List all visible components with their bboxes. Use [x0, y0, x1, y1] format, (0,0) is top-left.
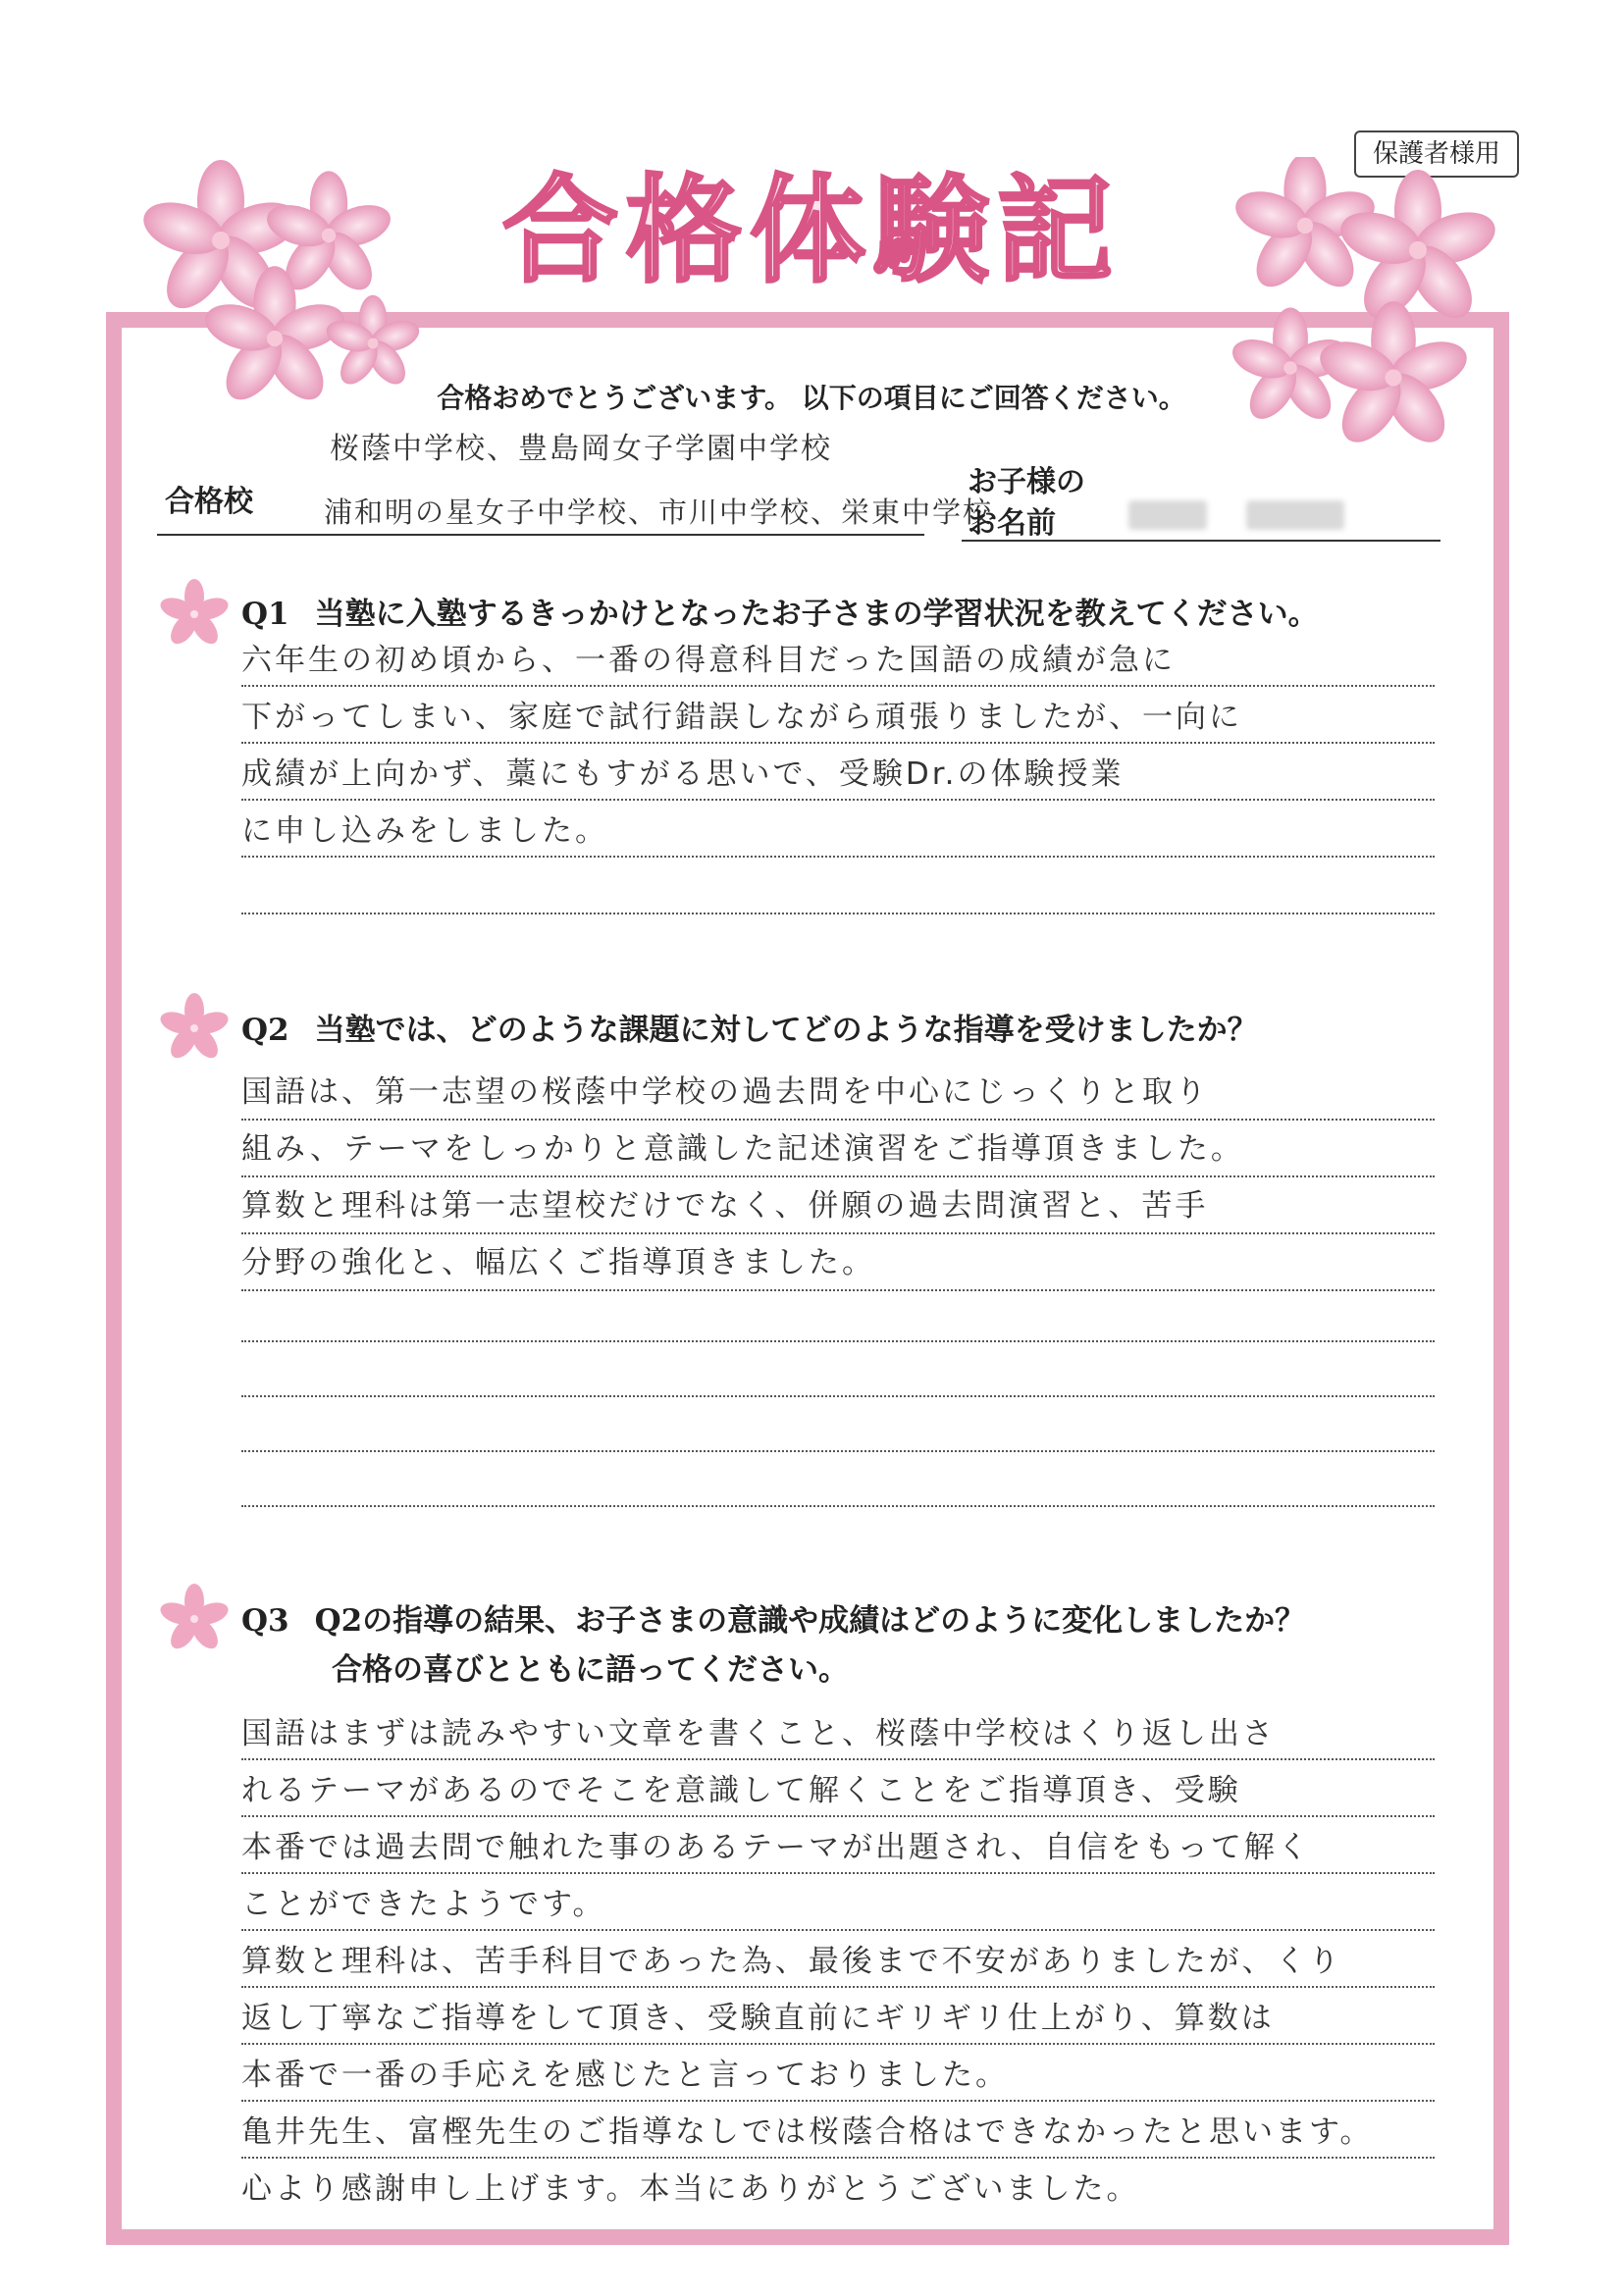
- q3-ruled-line: [241, 1815, 1435, 1817]
- q2-number: Q2: [241, 1013, 289, 1048]
- q1-number: Q1: [241, 597, 289, 632]
- q3-ruled-line: [241, 2043, 1435, 2045]
- q1-answer-line: 成績が上向かず、藁にもすがる思いで、受験Dr.の体験授業: [241, 757, 1125, 792]
- q2-answer: [241, 1070, 1429, 1297]
- q3-number: Q3: [241, 1603, 289, 1639]
- q2-answer-line: 算数と理科は第一志望校だけでなく、併願の過去問演習と、苦手: [241, 1188, 1209, 1224]
- child-name-label-2: お名前: [968, 506, 1056, 541]
- intro-instruction: 合格おめでとうございます。 以下の項目にご回答ください。: [437, 382, 1186, 414]
- q1-answer-line: 六年生の初め頃から、一番の得意科目だった国語の成績が急に: [241, 643, 1176, 678]
- q1-question: 当塾に入塾するきっかけとなったお子さまの学習状況を教えてください。: [314, 597, 1319, 632]
- q2-ruled-line: [241, 1450, 1435, 1452]
- school-label: 合格校: [165, 485, 253, 519]
- q3-answer-line: 心より感謝申し上げます。本当にありがとうございました。: [241, 2171, 1140, 2207]
- school-line-1: 桜蔭中学校、豊島岡女子学園中学校: [330, 432, 832, 466]
- q3-answer-line: 算数と理科は、苦手科目であった為、最後まで不安がありましたが、くり: [241, 1944, 1342, 1979]
- q3-flower-icon: [157, 1582, 232, 1656]
- page-title: 合格体験記: [501, 162, 1121, 298]
- school-line-2: 浦和明の星女子中学校、市川中学校、栄東中学校: [324, 496, 994, 529]
- q3-answer-line: 本番では過去問で触れた事のあるテーマが出題され、自信をもって解く: [241, 1830, 1311, 1865]
- q2-ruled-line: [241, 1395, 1435, 1397]
- q2-ruled-line: [241, 1289, 1435, 1291]
- guardian-badge: 保護者様用: [1354, 130, 1519, 178]
- q2-question: 当塾では、どのような課題に対してどのような指導を受けましたか？: [314, 1013, 1258, 1048]
- q2-ruled-line: [241, 1175, 1435, 1177]
- q3-ruled-line: [241, 1872, 1435, 1874]
- q2-answer-line: 組み、テーマをしっかりと意識した記述演習をご指導頂きました。: [241, 1131, 1244, 1167]
- q3-ruled-line: [241, 2100, 1435, 2102]
- q2-ruled-line: [241, 1119, 1435, 1121]
- q3-ruled-line: [241, 1986, 1435, 1988]
- q3-ruled-line: [241, 1758, 1435, 1760]
- q2-flower-icon: [157, 991, 232, 1066]
- q2-ruled-line: [241, 1232, 1435, 1234]
- q3-question-2: 合格の喜びとともに語ってください。: [332, 1652, 849, 1688]
- q3-ruled-line: [241, 1929, 1435, 1931]
- q1-ruled-line: [241, 742, 1435, 744]
- q3-answer-line: ことができたようです。: [241, 1887, 606, 1922]
- child-name-underline: [962, 540, 1440, 542]
- redacted-name: [1246, 500, 1344, 530]
- q1-flower-icon: [157, 577, 232, 652]
- child-name-label-1: お子様の: [968, 465, 1085, 499]
- q3-answer-line: れるテーマがあるのでそこを意識して解くことをご指導頂き、受験: [241, 1773, 1241, 1808]
- q1-answer-line: 下がってしまい、家庭で試行錯誤しながら頑張りましたが、一向に: [241, 700, 1242, 735]
- q3-answer-line: 国語はまずは読みやすい文章を書くこと、桜蔭中学校はくり返し出さ: [241, 1716, 1276, 1751]
- q3-ruled-line: [241, 2157, 1435, 2159]
- q2-ruled-line: [241, 1505, 1435, 1507]
- q2-answer-line: 分野の強化と、幅広くご指導頂きました。: [241, 1245, 875, 1280]
- q3-question-1: Q2の指導の結果、お子さまの意識や成績はどのように変化しましたか？: [314, 1603, 1306, 1639]
- q1-ruled-line: [241, 856, 1435, 858]
- q3-answer-line: 亀井先生、富樫先生のご指導なしでは桜蔭合格はできなかったと思います。: [241, 2114, 1374, 2150]
- q1-ruled-line: [241, 913, 1435, 914]
- q1-answer: [241, 638, 1429, 865]
- redacted-name: [1128, 500, 1207, 530]
- q3-answer: [241, 1711, 1429, 2223]
- q2-ruled-line: [241, 1340, 1435, 1342]
- q2-heading: [241, 1005, 1258, 1049]
- q2-answer-line: 国語は、第一志望の桜蔭中学校の過去問を中心にじっくりと取り: [241, 1074, 1209, 1110]
- q3-heading: [241, 1595, 1305, 1640]
- q3-answer-line: 返し丁寧なご指導をして頂き、受験直前にギリギリ仕上がり、算数は: [241, 2001, 1275, 2036]
- q3-answer-line: 本番で一番の手応えを感じたと言っておりました。: [241, 2058, 1009, 2093]
- q1-heading: [241, 589, 1319, 633]
- q1-ruled-line: [241, 685, 1435, 687]
- school-underline: [157, 534, 924, 536]
- q1-answer-line: に申し込みをしました。: [241, 813, 608, 849]
- q1-ruled-line: [241, 799, 1435, 801]
